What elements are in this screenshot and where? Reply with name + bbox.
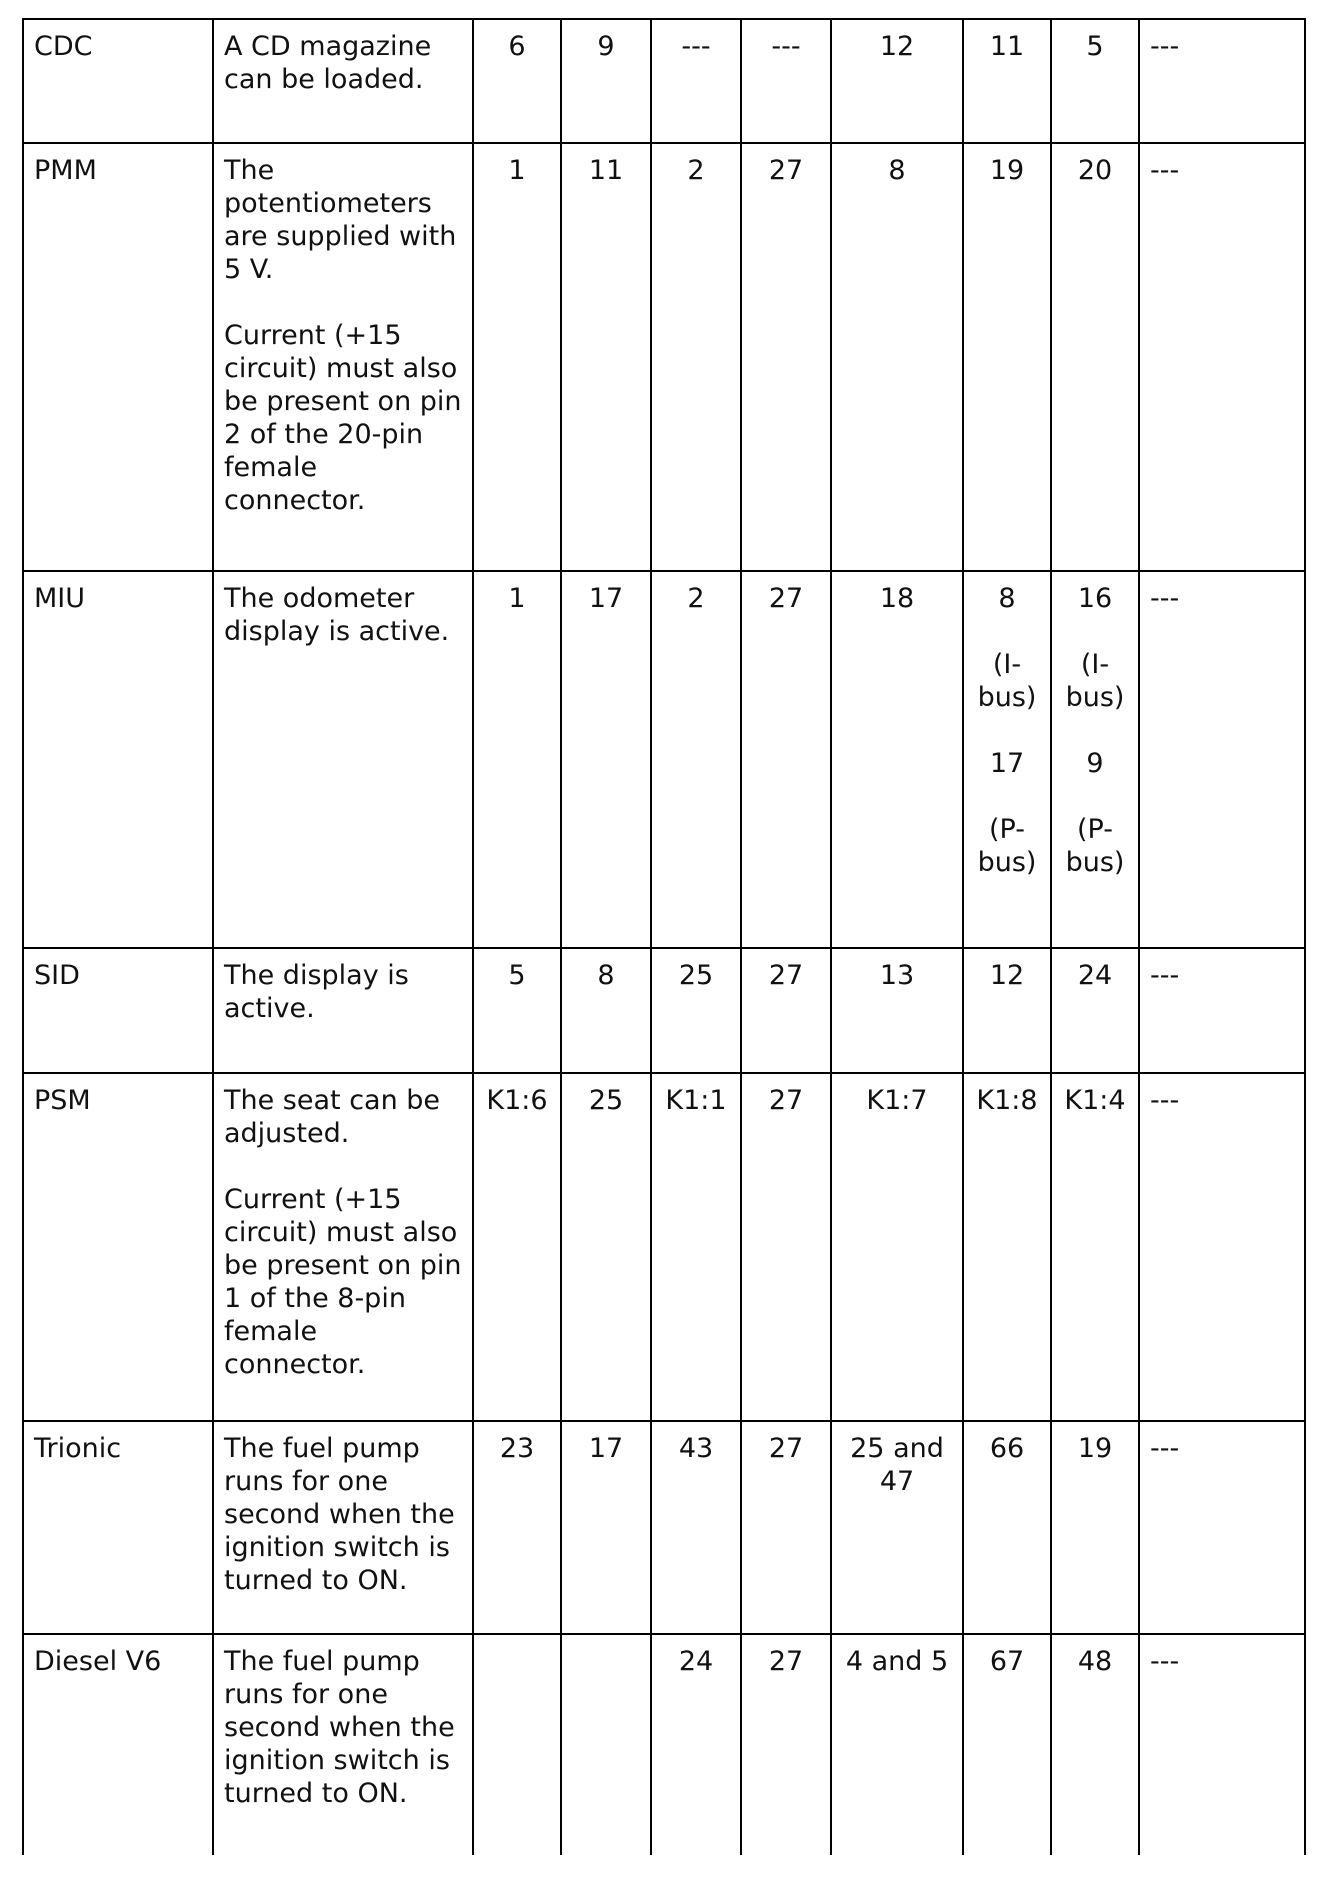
pin-cell: 27 xyxy=(741,1073,831,1421)
condition-text: A CD magazine can be loaded. xyxy=(224,31,432,95)
pin-cell: 6 xyxy=(473,19,561,143)
unit-name-cell: PMM xyxy=(23,143,213,571)
pin-cell: 66 xyxy=(963,1421,1051,1634)
unit-name-cell: Trionic xyxy=(23,1421,213,1634)
pin-cell: 18 xyxy=(831,571,963,948)
pin-cell: 11 xyxy=(561,143,651,571)
unit-name-cell: Diesel V6 xyxy=(23,1634,213,1855)
bus-label: (I-bus) xyxy=(977,649,1037,713)
pin-cell: --- xyxy=(651,19,741,143)
pin-cell xyxy=(561,1634,651,1855)
pin-cell: 25 xyxy=(561,1073,651,1421)
condition-note: Current (+15 circuit) must also be present on pin 2 of the 20-pin female connector. xyxy=(224,320,462,516)
pin-cell: 67 xyxy=(963,1634,1051,1855)
condition-note: Current (+15 circuit) must also be present on pin 1 of the 8-pin female connector. xyxy=(224,1184,462,1380)
pin-cell: 5 xyxy=(473,948,561,1073)
pin-cell: 27 xyxy=(741,1421,831,1634)
extra-cell: --- xyxy=(1139,143,1305,571)
condition-cell xyxy=(213,1421,473,1634)
pin-cell: 20 xyxy=(1051,143,1139,571)
pin-cell: 8 xyxy=(561,948,651,1073)
condition-cell xyxy=(213,571,473,948)
extra-cell: --- xyxy=(1139,1634,1305,1855)
bus-label: (P-bus) xyxy=(977,814,1037,878)
pin-cell: 19 xyxy=(1051,1421,1139,1634)
pin-cell: K1:8 xyxy=(963,1073,1051,1421)
unit-name-cell: SID xyxy=(23,948,213,1073)
pin-cell: 27 xyxy=(741,571,831,948)
unit-name-cell: MIU xyxy=(23,571,213,948)
condition-text: The odometer display is active. xyxy=(224,583,450,647)
pin-cell: 11 xyxy=(963,19,1051,143)
pin-cell-multi xyxy=(963,571,1051,948)
pin-cell: 2 xyxy=(651,143,741,571)
table-row xyxy=(23,19,1305,143)
pin-cell: 1 xyxy=(473,571,561,948)
pin-cell: 17 xyxy=(561,571,651,948)
condition-text: The seat can be adjusted. xyxy=(224,1085,441,1149)
pin-cell: K1:4 xyxy=(1051,1073,1139,1421)
unit-name-cell: CDC xyxy=(23,19,213,143)
pin-cell: 12 xyxy=(963,948,1051,1073)
pin-cell: K1:1 xyxy=(651,1073,741,1421)
pin-cell-multi xyxy=(1051,571,1139,948)
pin-cell: K1:7 xyxy=(831,1073,963,1421)
condition-cell xyxy=(213,143,473,571)
pin-number: 17 xyxy=(989,748,1025,779)
bus-label: (I-bus) xyxy=(1065,649,1125,713)
pin-cell: 25 xyxy=(651,948,741,1073)
pin-cell: K1:6 xyxy=(473,1073,561,1421)
pin-cell: --- xyxy=(741,19,831,143)
pin-test-table xyxy=(22,18,1306,1855)
pin-cell: 4 and 5 xyxy=(831,1634,963,1855)
pin-cell: 2 xyxy=(651,571,741,948)
table-row xyxy=(23,143,1305,571)
condition-cell xyxy=(213,1634,473,1855)
table-row xyxy=(23,1634,1305,1855)
extra-cell: --- xyxy=(1139,1073,1305,1421)
condition-text: The potentiometers are supplied with 5 V. xyxy=(224,155,457,285)
bus-label: (P-bus) xyxy=(1065,814,1125,878)
pin-number: 16 xyxy=(1077,583,1113,614)
pin-number: 8 xyxy=(998,583,1016,614)
pin-cell: 27 xyxy=(741,1634,831,1855)
table-row xyxy=(23,571,1305,948)
pin-cell: 9 xyxy=(561,19,651,143)
condition-cell xyxy=(213,948,473,1073)
table-row xyxy=(23,1073,1305,1421)
extra-cell: --- xyxy=(1139,1421,1305,1634)
pin-cell: 24 xyxy=(1051,948,1139,1073)
pin-cell: 8 xyxy=(831,143,963,571)
extra-cell: --- xyxy=(1139,19,1305,143)
condition-text: The fuel pump runs for one second when the ignition switch is turned to ON. xyxy=(224,1433,455,1596)
pin-cell: 17 xyxy=(561,1421,651,1634)
pin-cell: 19 xyxy=(963,143,1051,571)
pin-cell: 13 xyxy=(831,948,963,1073)
pin-cell: 25 and 47 xyxy=(831,1421,963,1634)
table-row xyxy=(23,1421,1305,1634)
condition-text: The display is active. xyxy=(224,960,409,1024)
condition-cell xyxy=(213,19,473,143)
pin-cell: 27 xyxy=(741,948,831,1073)
pin-cell: 24 xyxy=(651,1634,741,1855)
pin-cell: 43 xyxy=(651,1421,741,1634)
pin-number: 9 xyxy=(1086,748,1104,779)
condition-cell xyxy=(213,1073,473,1421)
unit-name-cell: PSM xyxy=(23,1073,213,1421)
pin-cell: 1 xyxy=(473,143,561,571)
table-row xyxy=(23,948,1305,1073)
pin-cell xyxy=(473,1634,561,1855)
condition-text: The fuel pump runs for one second when the ignition switch is turned to ON. xyxy=(224,1646,455,1809)
pin-cell: 27 xyxy=(741,143,831,571)
extra-cell: --- xyxy=(1139,948,1305,1073)
pin-cell: 23 xyxy=(473,1421,561,1634)
pin-cell: 48 xyxy=(1051,1634,1139,1855)
extra-cell: --- xyxy=(1139,571,1305,948)
pin-cell: 5 xyxy=(1051,19,1139,143)
pin-cell: 12 xyxy=(831,19,963,143)
